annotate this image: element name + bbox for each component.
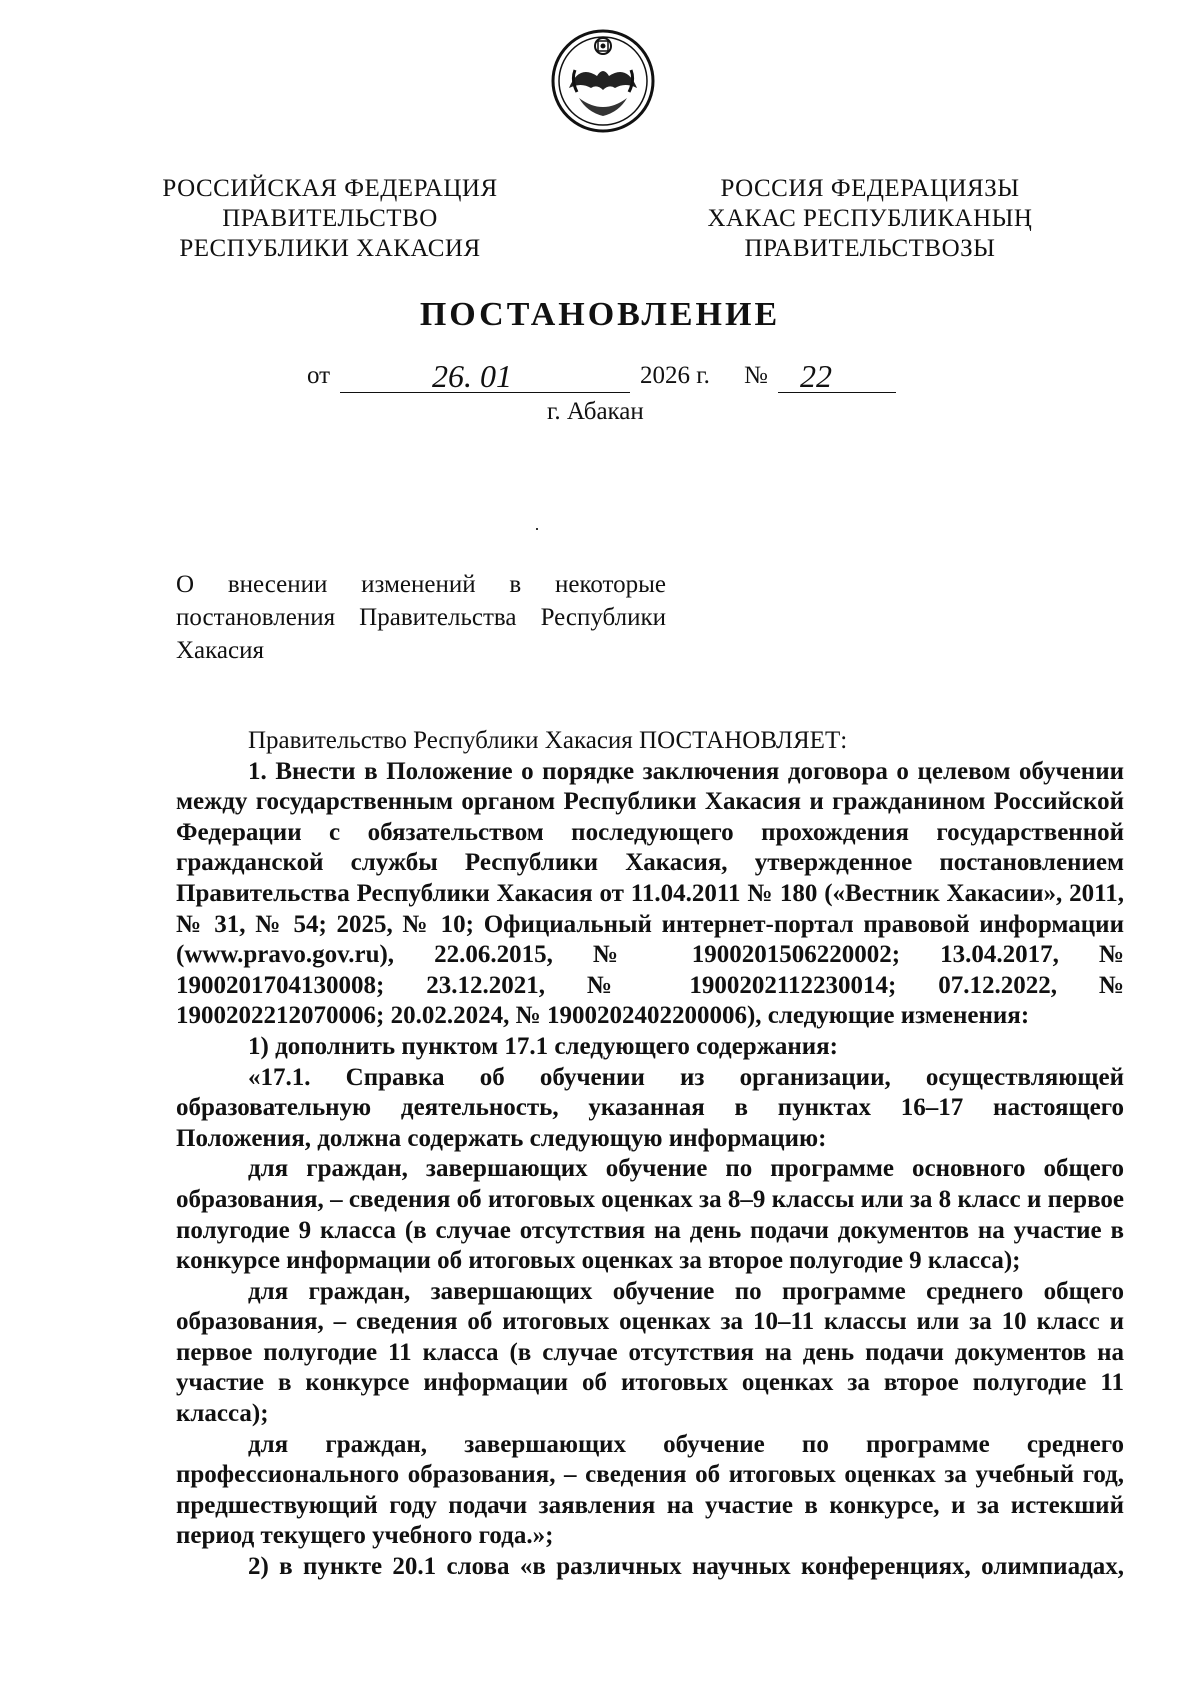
stray-dot (536, 528, 538, 530)
header-left-line: РОССИЙСКАЯ ФЕДЕРАЦИЯ (162, 175, 498, 202)
header-right-line: ХАКАС РЕСПУБЛИКАНЫҢ (707, 205, 1033, 232)
document-body (176, 726, 1124, 1583)
number-handwritten: 22 (800, 358, 832, 394)
emblem-icon (549, 26, 657, 136)
header-left-line: РЕСПУБЛИКИ ХАКАСИЯ (179, 235, 481, 262)
paragraph: для граждан, завершающих обучение по программе среднего профессионального образования, – сведения об итоговых оценках за учебный год, предшествующий году подачи заявления на участие в конкурсе, и за истекший период текущего учебного года.»; (176, 1430, 1124, 1550)
paragraph: 1. Внести в Положение о порядке заключения договора о целевом обучении между государственным органом Республики Хакасия и гражданином Российской Федерации с обязательством последующего прохождения государственной гражданской службы Республики Хакасия, утвержденное постановлением Правительства Республики Хакасия от 11.04.2011 № 180 («Вестник Хакасии», 2011, № 31, № 54; 2025, № 10; Официальный интернет-портал правовой информации (www.pravo.gov.ru), 22.06.2015, № 1900201506220002; 13.04.2017, № 1900201704130008; 23.12.2021, № 1900202112230014; 07.12.2022, № 1900202212070006; 20.02.2024, № 1900202402200006), следующие изменения: (176, 757, 1124, 1030)
paragraph: 2) в пункте 20.1 слова «в различных научных конференциях, олимпиадах, (248, 1553, 1124, 1581)
number-label: № (744, 362, 768, 389)
header-right-line: ПРАВИТЕЛЬСТВОЗЫ (744, 235, 996, 262)
paragraph: для граждан, завершающих обучение по программе среднего общего образования, – сведения об итоговых оценках за 10–11 классы или за 10 класс и первое полугодие 11 класса (в случае отсутствия на день подачи документов на участие в конкурсе информации об итоговых оценках за второе полугодие 11 класса); (176, 1277, 1124, 1428)
document-subject: О внесении изменений в некоторые постановления Правительства Республики Хакасия (176, 571, 666, 664)
date-prefix: от (307, 362, 331, 389)
date-handwritten: 26. 01 (432, 358, 512, 394)
date-year: 2026 г. (640, 362, 710, 389)
decree-line: Правительство Республики Хакасия ПОСТАНОВЛЯЕТ: (248, 727, 848, 754)
paragraph: 1) дополнить пунктом 17.1 следующего содержания: (248, 1032, 838, 1060)
paragraph: «17.1. Справка об обучении из организации, осуществляющей образовательную деятельность, указанная в пунктах 16–17 настоящего Положения, должна содержать следующую информацию: (176, 1063, 1124, 1152)
paragraph: для граждан, завершающих обучение по программе основного общего образования, – сведения об итоговых оценках за 8–9 классы или за 8 класс и первое полугодие 9 класса (в случае отсутствия на день подачи документов на участие в конкурсе информации об итоговых оценках за второе полугодие 9 класса); (176, 1155, 1124, 1275)
header-right-line: РОССИЯ ФЕДЕРАЦИЯЗЫ (720, 175, 1020, 202)
document-title: ПОСТАНОВЛЕНИЕ (419, 296, 781, 333)
header-right (680, 174, 1060, 264)
city: г. Абакан (547, 398, 644, 425)
header-left (140, 174, 520, 264)
number-underline (778, 392, 896, 393)
header-left-line: ПРАВИТЕЛЬСТВО (222, 205, 438, 232)
